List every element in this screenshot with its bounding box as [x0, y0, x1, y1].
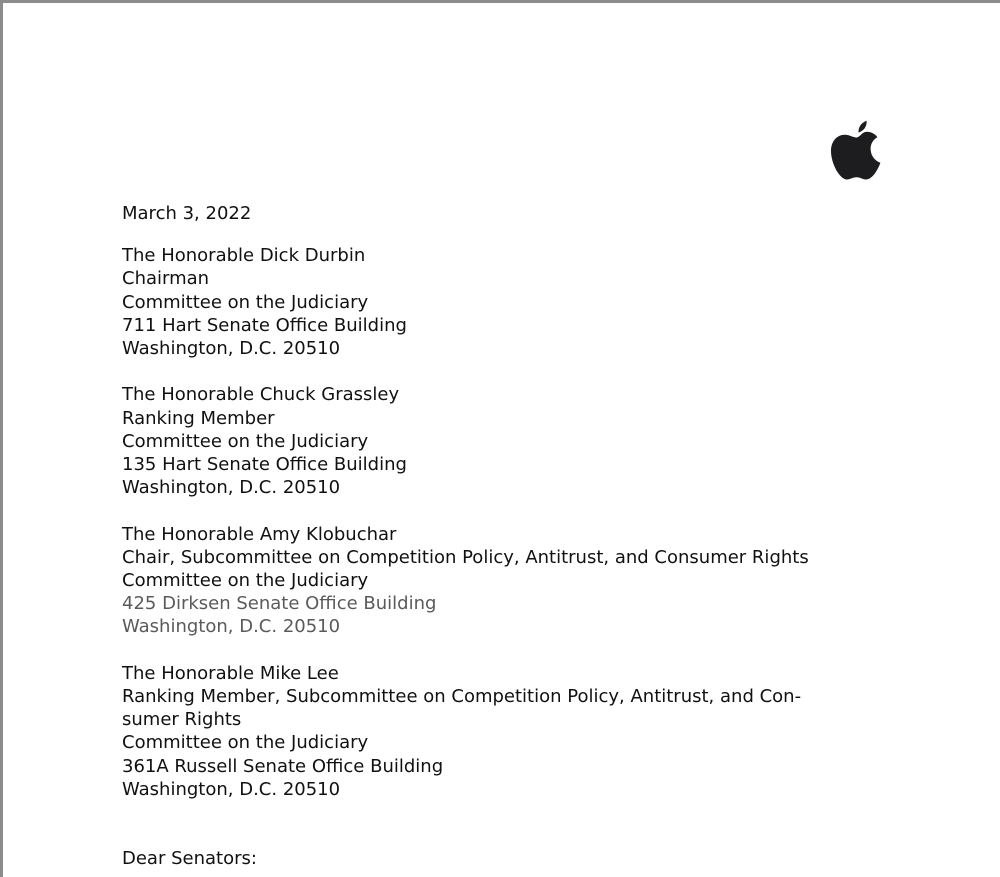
recipient-committee: Committee on the Judiciary — [122, 430, 369, 452]
recipient-name: The Honorable Chuck Grassley — [122, 384, 400, 406]
letter-date: March 3, 2022 — [122, 203, 252, 224]
recipient-city: Washington, D.C. 20510 — [122, 477, 341, 499]
recipient-address: 425 Dirksen Senate Office Building — [122, 593, 437, 615]
recipient-title-continued: sumer Rights — [122, 709, 242, 731]
recipient-name: The Honorable Dick Durbin — [122, 245, 366, 267]
recipient-block — [122, 383, 822, 499]
recipient-title: Chair, Subcommittee on Competition Policy, Antitrust, and Consumer Rights — [122, 546, 809, 568]
recipient-address: 135 Hart Senate Office Building — [122, 454, 407, 476]
apple-logo-icon — [827, 117, 885, 183]
recipient-name: The Honorable Amy Klobuchar — [122, 523, 397, 545]
recipient-committee: Committee on the Judiciary — [122, 291, 369, 313]
recipient-block — [122, 662, 822, 801]
letter-body — [122, 202, 822, 870]
recipient-address: 361A Russell Senate Office Building — [122, 755, 444, 777]
recipient-committee: Committee on the Judiciary — [122, 570, 369, 592]
recipient-city: Washington, D.C. 20510 — [122, 778, 341, 800]
recipient-address: 711 Hart Senate Office Building — [122, 314, 407, 336]
recipient-title: Ranking Member — [122, 407, 275, 429]
recipient-block — [122, 523, 822, 639]
recipient-title: Chairman — [122, 268, 210, 290]
recipient-name: The Honorable Mike Lee — [122, 662, 339, 684]
recipient-title: Ranking Member, Subcommittee on Competition Policy, Antitrust, and Con- — [122, 686, 802, 708]
recipient-block — [122, 244, 822, 360]
salutation: Dear Senators: — [122, 848, 257, 870]
recipient-city: Washington, D.C. 20510 — [122, 616, 341, 638]
recipient-city: Washington, D.C. 20510 — [122, 338, 341, 360]
recipient-committee: Committee on the Judiciary — [122, 732, 369, 754]
